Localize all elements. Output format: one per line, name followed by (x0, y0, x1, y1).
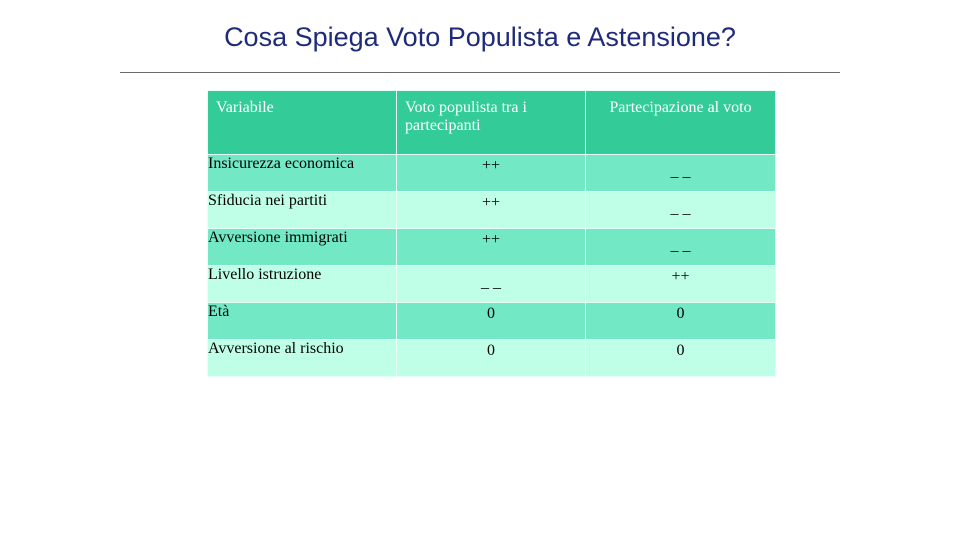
table-row (208, 340, 776, 377)
participation-effect-cell (586, 340, 776, 377)
variable-cell: Sfiducia nei partiti (208, 192, 397, 229)
header-populist-vote: Voto populista tra i partecipanti (397, 91, 586, 155)
results-table (207, 90, 776, 377)
effect-symbol: ++ (481, 157, 501, 174)
participation-effect-cell (586, 229, 776, 266)
effect-symbol: _ _ (481, 274, 501, 291)
populist-effect-cell (397, 266, 586, 303)
participation-effect-cell (586, 303, 776, 340)
header-participation: Partecipazione al voto (586, 91, 776, 155)
table-row (208, 192, 776, 229)
effect-symbol: 0 (487, 342, 495, 359)
effect-symbol: _ _ (670, 200, 691, 217)
effect-symbol: _ _ (670, 237, 691, 254)
table-row (208, 303, 776, 340)
populist-effect-cell (397, 229, 586, 266)
title-divider (120, 72, 840, 73)
table-row (208, 155, 776, 192)
populist-effect-cell (397, 155, 586, 192)
participation-effect-cell (586, 192, 776, 229)
effect-symbol: ++ (481, 231, 501, 248)
effect-symbol: 0 (487, 305, 495, 322)
table-row (208, 266, 776, 303)
variable-cell: Avversione immigrati (208, 229, 397, 266)
effect-symbol: 0 (676, 342, 685, 359)
populist-effect-cell (397, 303, 586, 340)
table-header-row (208, 91, 776, 155)
participation-effect-cell (586, 155, 776, 192)
variable-cell: Livello istruzione (208, 266, 397, 303)
header-variable: Variabile (208, 91, 397, 155)
table-row (208, 229, 776, 266)
effect-symbol: 0 (676, 305, 685, 322)
effect-symbol: ++ (671, 268, 690, 285)
populist-effect-cell (397, 340, 586, 377)
variable-cell: Età (208, 303, 397, 340)
variable-cell: Insicurezza economica (208, 155, 397, 192)
populist-effect-cell (397, 192, 586, 229)
participation-effect-cell (586, 266, 776, 303)
effect-symbol: ++ (481, 194, 501, 211)
effect-symbol: _ _ (670, 163, 691, 180)
variable-cell: Avversione al rischio (208, 340, 397, 377)
slide-title: Cosa Spiega Voto Populista e Astensione? (224, 22, 736, 52)
